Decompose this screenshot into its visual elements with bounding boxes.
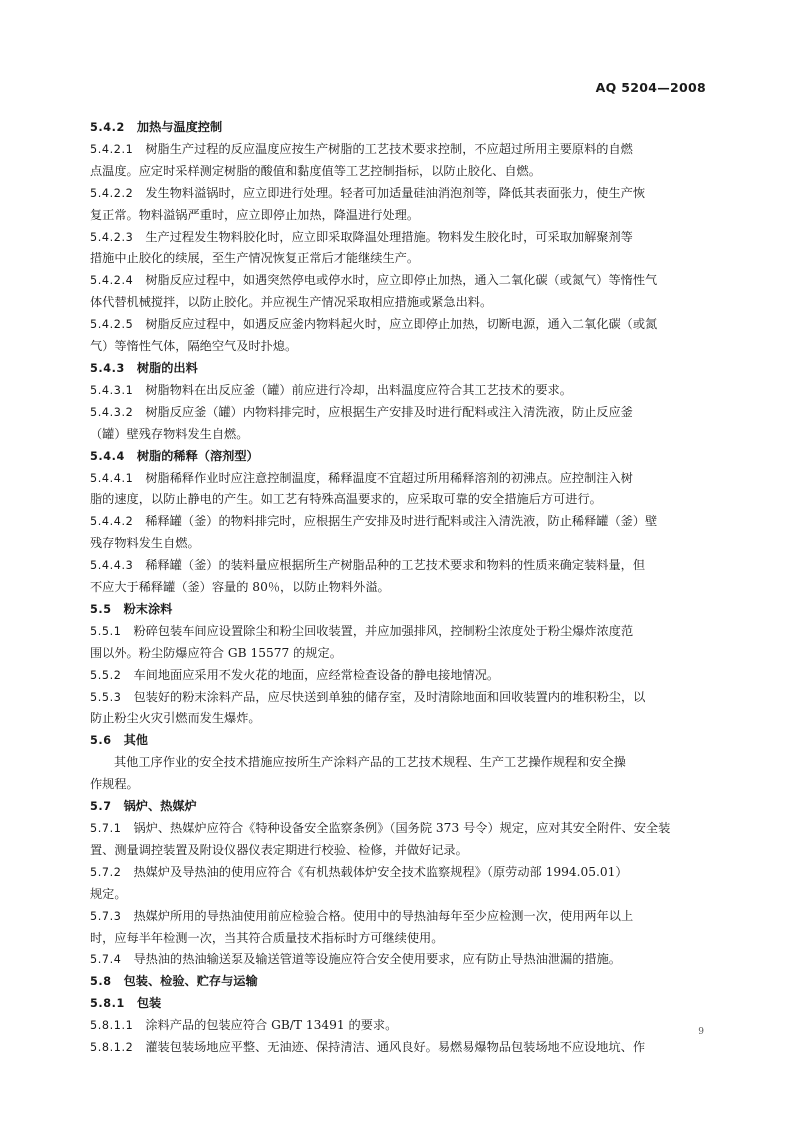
clause-text: 车间地面应采用不发火花的地面，应经常检查设备的静电接地情况。: [133, 667, 500, 682]
text-line: [90, 643, 704, 665]
clause-number: 5.8.1.1: [90, 1019, 134, 1033]
clause-number: 5.7.3: [90, 909, 122, 923]
text-line: [90, 139, 704, 161]
text-line: [90, 511, 704, 533]
clause-text: 生产过程发生物料胶化时，应立即采取降温处理措施。物料发生胶化时，可采取加解聚剂等: [145, 229, 633, 244]
text-line: [90, 1015, 704, 1037]
clause-text: 残存物料发生自燃。: [90, 536, 200, 551]
clause-text: 树脂反应过程中，如遇反应釜内物料起火时，应立即停止加热，切断电源，通入二氧化碳（或氮: [145, 317, 658, 332]
clause-text: 防止粉尘火灾引燃而发生爆炸。: [90, 711, 261, 726]
text-line: [90, 555, 704, 577]
clause-text: 不应大于稀释罐（釜）容量的 80％，以防止物料外溢。: [90, 580, 390, 595]
clause-text: 点温度。应定时采样测定树脂的酸值和黏度值等工艺控制指标，以防止胶化、自燃。: [90, 163, 541, 178]
clause-text: 置、测量调控装置及附设仪器仪表定期进行校验、检修，并做好记录。: [90, 842, 468, 857]
text-line: [90, 752, 704, 774]
clause-number: 5.5: [90, 602, 112, 616]
clause-text: 稀释罐（釜）的装料量应根据所生产树脂品种的工艺技术要求和物料的性质来确定装料量，但: [145, 558, 646, 573]
text-line: [90, 336, 704, 358]
clause-number: 5.4.2.3: [90, 230, 134, 244]
text-line: [90, 227, 704, 249]
clause-number: 5.8.1: [90, 997, 125, 1011]
text-line: [90, 621, 704, 643]
clause-number: 5.7.4: [90, 953, 122, 967]
section-heading: [90, 796, 704, 818]
clause-number: 5.5.2: [90, 668, 122, 682]
page-number: 9: [698, 1027, 704, 1037]
heading-text: 粉末涂料: [123, 601, 173, 616]
heading-text: 锅炉、热媒炉: [123, 799, 197, 814]
clause-text: 规定。: [90, 886, 127, 901]
section-heading: [90, 446, 704, 468]
text-line: [90, 161, 704, 183]
text-line: [90, 884, 704, 906]
text-line: [90, 818, 704, 840]
clause-number: 5.4.2.2: [90, 186, 134, 200]
clause-number: 5.4.3: [90, 361, 125, 375]
clause-text: 粉碎包装车间应设置除尘和粉尘回收装置，并应加强排风，控制粉尘浓度处于粉尘爆炸浓度范: [133, 623, 634, 638]
document-body: [90, 117, 704, 1059]
clause-text: 体代替机械搅拌，以防止胶化。并应视生产情况采取相应措施或紧急出料。: [90, 295, 493, 310]
clause-text: 脂的速度，以防止静电的产生。如工艺有特殊高温要求的，应采取可靠的安全措施后方可进行。: [90, 492, 602, 507]
section-heading: [90, 730, 704, 752]
heading-text: 包装: [136, 996, 162, 1011]
clause-text: 复正常。物料溢锅严重时，应立即停止加热，降温进行处理。: [90, 207, 420, 222]
clause-text: 发生物料溢锅时，应立即进行处理。轻者可加适量硅油消泡剂等，降低其表面张力，使生产恢: [145, 185, 646, 200]
text-line: [90, 424, 704, 446]
clause-number: 5.5.3: [90, 690, 122, 704]
clause-text: 灌装包装场地应平整、无油迹、保持清洁、通风良好。易燃易爆物品包装场地不应设地坑、作: [145, 1040, 646, 1055]
clause-text: 树脂反应过程中，如遇突然停电或停水时，应立即停止加热，通入二氧化碳（或氮气）等惰性气: [145, 273, 658, 288]
text-line: [90, 577, 704, 599]
text-line: [90, 183, 704, 205]
clause-number: 5.4.3.1: [90, 383, 134, 397]
clause-text: 作规程。: [90, 777, 139, 792]
clause-number: 5.4.4.1: [90, 471, 134, 485]
text-line: [90, 928, 704, 950]
section-heading: [90, 971, 704, 993]
text-line: [90, 1037, 704, 1059]
heading-text: 包装、检验、贮存与运输: [123, 974, 258, 989]
text-line: [90, 205, 704, 227]
clause-number: 5.4.2.5: [90, 318, 134, 332]
clause-number: 5.7.1: [90, 822, 122, 835]
text-line: [90, 840, 704, 862]
heading-text: 其他: [123, 733, 148, 748]
clause-text: （罐）壁残存物料发生自燃。: [90, 426, 249, 441]
heading-text: 树脂的出料: [136, 360, 198, 375]
clause-text: 热媒炉所用的导热油使用前应检验合格。使用中的导热油每年至少应检测一次，使用两年以上: [133, 908, 634, 923]
text-line: [90, 949, 704, 971]
clause-number: 5.4.4: [90, 449, 125, 463]
clause-number: 5.4.4.2: [90, 515, 134, 529]
text-line: [90, 248, 704, 270]
text-line: [90, 906, 704, 928]
clause-text: 树脂物料在出反应釜（罐）前应进行冷却，出料温度应符合其工艺技术的要求。: [145, 382, 572, 397]
clause-number: 5.4.2: [90, 121, 125, 134]
clause-text: 时，应每半年检测一次，当其符合质量技术指标时方可继续使用。: [90, 930, 444, 945]
section-heading: [90, 599, 704, 621]
text-line: [90, 468, 704, 490]
clause-text: 树脂稀释作业时应注意控制温度，稀释温度不宜超过所用稀释溶剂的初沸点。应控制注入树: [145, 470, 633, 485]
section-heading: [90, 117, 704, 139]
clause-text: 措施中止胶化的续展，至生产情况恢复正常后才能继续生产。: [90, 251, 420, 266]
text-line: [90, 292, 704, 314]
clause-text: 稀释罐（釜）的物料排完时，应根据生产安排及时进行配料或注入清洗液，防止稀释罐（釜）壁: [145, 514, 658, 529]
text-line: [90, 402, 704, 424]
clause-number: 5.8: [90, 975, 112, 989]
clause-number: 5.6: [90, 734, 112, 748]
text-line: [90, 270, 704, 292]
clause-number: 5.8.1.2: [90, 1041, 134, 1055]
text-line: [90, 687, 704, 709]
section-heading: [90, 993, 704, 1015]
heading-text: 树脂的稀释（溶剂型）: [136, 448, 259, 463]
document-code: AQ 5204—2008: [595, 80, 706, 95]
clause-text: 锅炉、热媒炉应符合《特种设备安全监察条例》（国务院 373 号令）规定，应对其安全附件、安全装: [133, 821, 671, 835]
clause-number: 5.7: [90, 800, 112, 814]
clause-number: 5.4.2.1: [90, 142, 134, 156]
clause-number: 5.7.2: [90, 865, 122, 879]
text-line: [90, 774, 704, 796]
text-line: [90, 862, 704, 884]
text-line: [90, 708, 704, 730]
heading-text: 加热与温度控制: [136, 120, 223, 134]
clause-text: 气）等惰性气体，隔绝空气及时扑熄。: [90, 339, 298, 354]
clause-text: 围以外。粉尘防爆应符合 GB 15577 的规定。: [90, 645, 342, 660]
clause-text: 树脂生产过程的反应温度应按生产树脂的工艺技术要求控制，不应超过所用主要原料的自燃: [145, 141, 633, 156]
clause-text: 包装好的粉末涂料产品，应尽快送到单独的储存室，及时清除地面和回收装置内的堆积粉尘，以: [133, 689, 646, 704]
clause-text: 树脂反应釜（罐）内物料排完时，应根据生产安排及时进行配料或注入清洗液，防止反应釜: [145, 404, 633, 419]
text-line: [90, 665, 704, 687]
clause-text: 导热油的热油输送泵及输送管道等设施应符合安全使用要求，应有防止导热油泄漏的措施。: [133, 952, 621, 967]
clause-text: 其他工序作业的安全技术措施应按所生产涂料产品的工艺技术规程、生产工艺操作规程和安全操: [114, 755, 626, 770]
clause-number: 5.5.1: [90, 624, 122, 638]
clause-text: 热媒炉及导热油的使用应符合《有机热载体炉安全技术监察规程》（原劳动部 1994.05.01）: [133, 864, 628, 879]
text-line: [90, 533, 704, 555]
text-line: [90, 489, 704, 511]
clause-number: 5.4.3.2: [90, 405, 134, 419]
clause-text: 涂料产品的包装应符合 GB/T 13491 的要求。: [145, 1018, 398, 1033]
clause-number: 5.4.2.4: [90, 274, 134, 288]
text-line: [90, 314, 704, 336]
section-heading: [90, 358, 704, 380]
text-line: [90, 380, 704, 402]
clause-number: 5.4.4.3: [90, 559, 134, 573]
